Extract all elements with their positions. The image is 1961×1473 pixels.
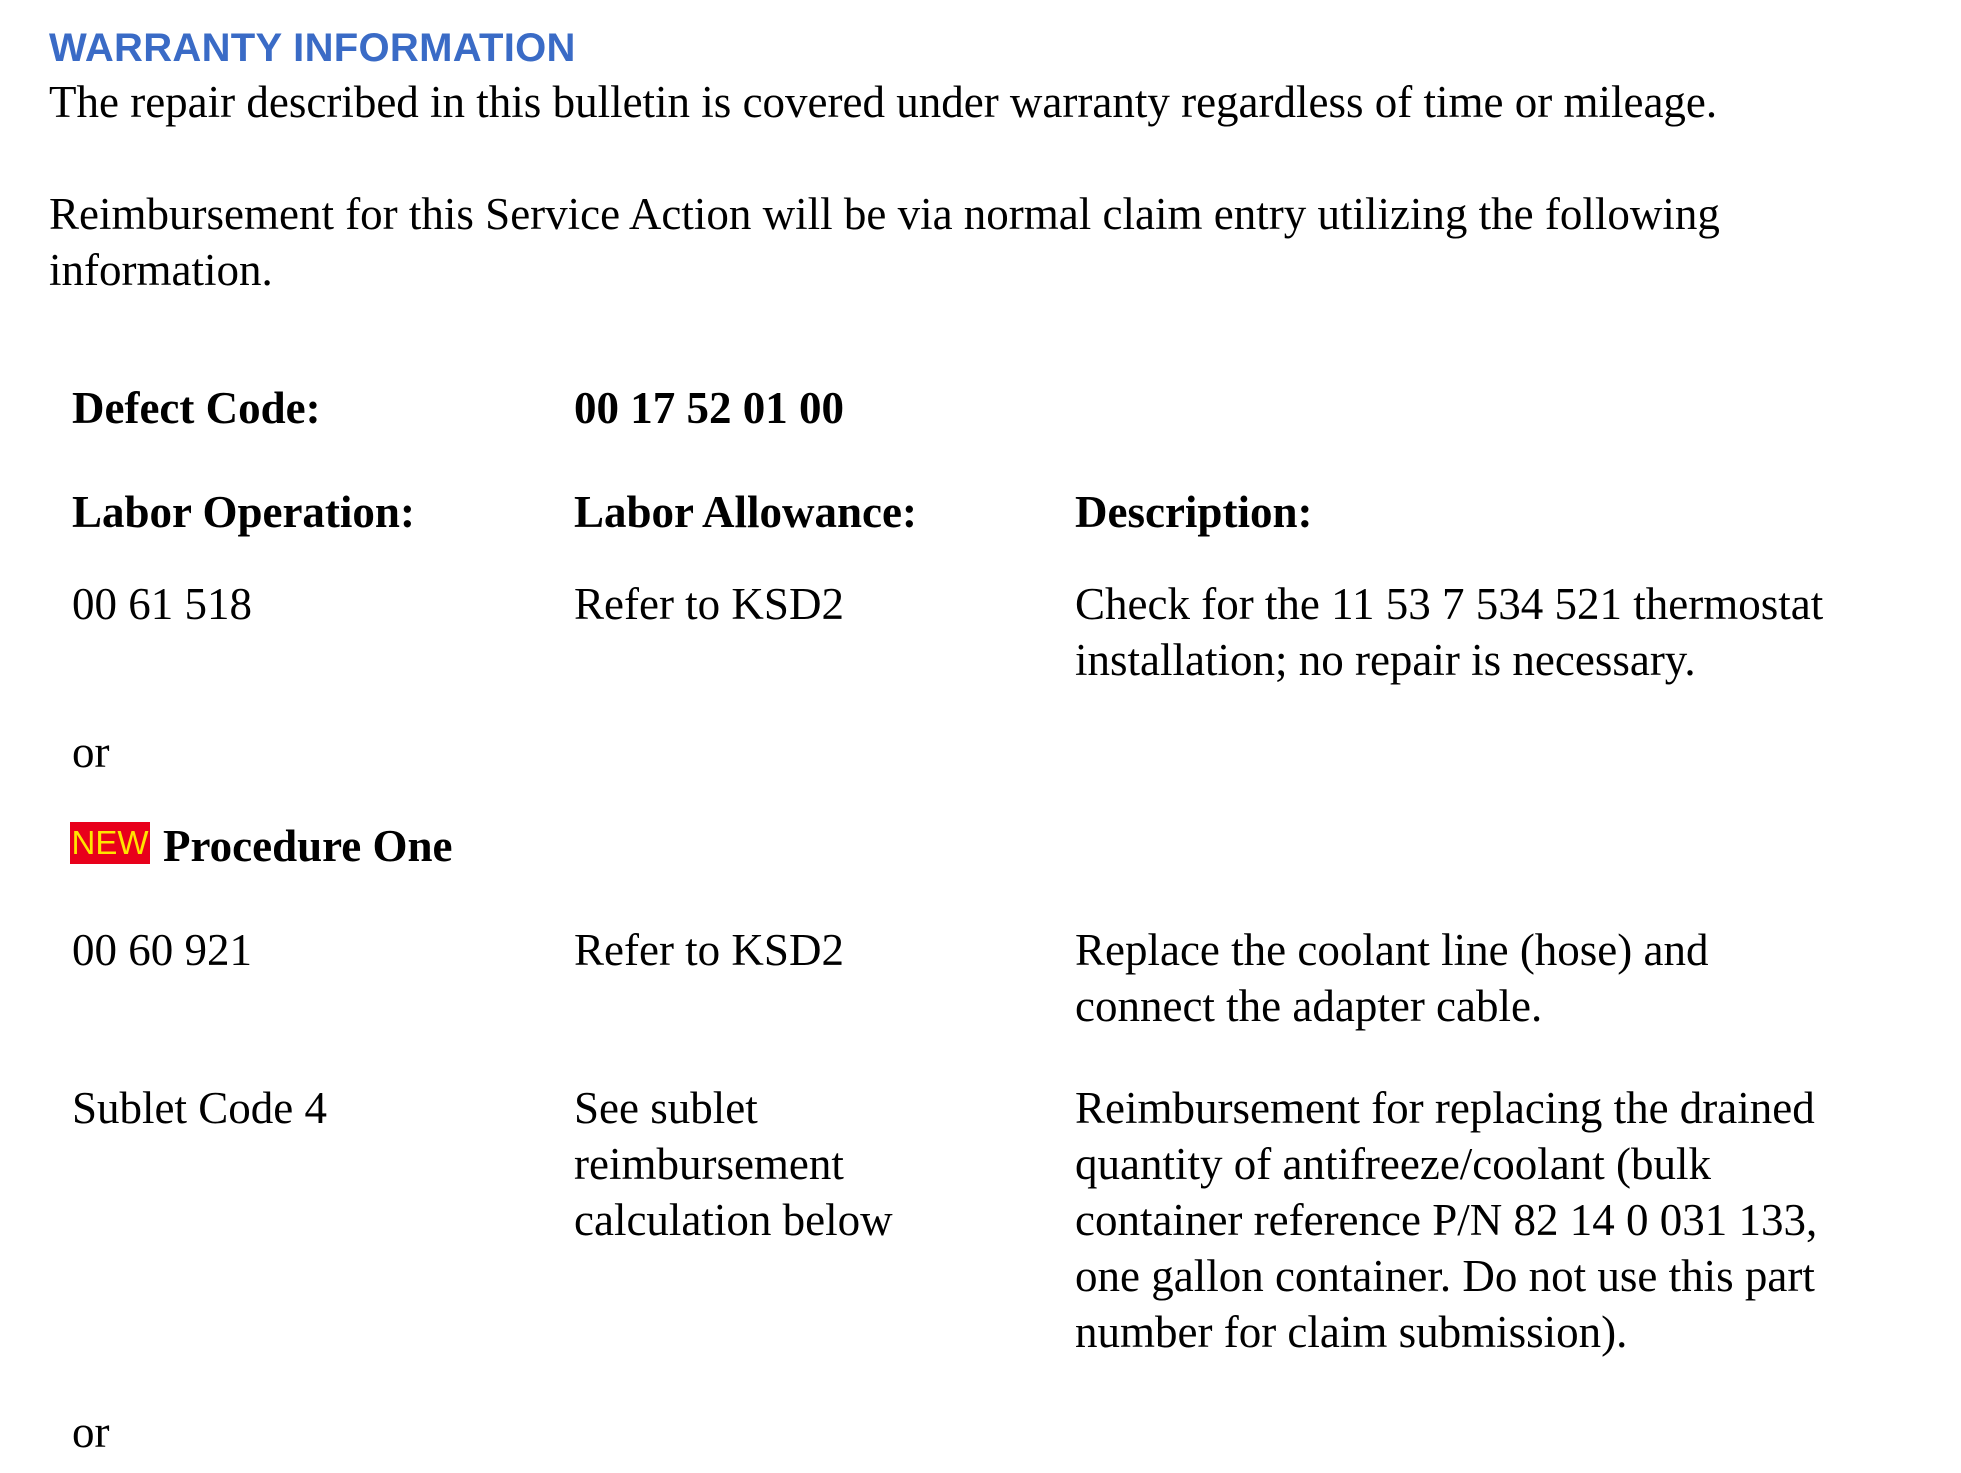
row1-description-line-2: installation; no repair is necessary. [1075,635,1696,685]
row3-allowance-line-3: calculation below [574,1195,893,1245]
row3-allowance-line-1: See sublet [574,1083,758,1133]
description-header: Description: [1075,487,1313,537]
coverage-text: The repair described in this bulletin is covered under warranty regardless of time or mileage. [49,77,1718,127]
row3-description-line-1: Reimbursement for replacing the drained [1075,1083,1815,1133]
row2-allowance: Refer to KSD2 [574,925,844,975]
procedure-title: Procedure One [163,821,453,871]
labor-allowance-header: Labor Allowance: [574,487,917,537]
row3-allowance-line-2: reimbursement [574,1139,844,1189]
labor-operation-header: Labor Operation: [72,487,415,537]
defect-code-label: Defect Code: [72,383,321,433]
row2-description-line-1: Replace the coolant line (hose) and [1075,925,1709,975]
defect-code-value: 00 17 52 01 00 [574,383,844,433]
row3-allowance [574,1080,893,1248]
reimbursement-line-1: Reimbursement for this Service Action will be via normal claim entry utilizing the following [49,189,1720,239]
row3-description-line-3: container reference P/N 82 14 0 031 133, [1075,1195,1818,1245]
row3-description-line-4: one gallon container. Do not use this part [1075,1251,1815,1301]
row3-operation: Sublet Code 4 [72,1083,327,1133]
new-badge: NEW [70,822,150,864]
row1-description [1075,576,1823,688]
row3-description-line-5: number for claim submission). [1075,1307,1628,1357]
row1-description-line-1: Check for the 11 53 7 534 521 thermostat [1075,579,1824,629]
separator-or-2: or [72,1407,110,1457]
section-heading: WARRANTY INFORMATION [49,26,576,70]
row2-operation: 00 60 921 [72,925,252,975]
row3-description-line-2: quantity of antifreeze/coolant (bulk [1075,1139,1711,1189]
reimbursement-line-2: information. [49,245,273,295]
row2-description [1075,922,1709,1034]
row1-allowance: Refer to KSD2 [574,579,844,629]
row2-description-line-2: connect the adapter cable. [1075,981,1543,1031]
separator-or-1: or [72,727,110,777]
reimbursement-text [49,186,1929,298]
row3-description [1075,1080,1817,1360]
row1-operation: 00 61 518 [72,579,252,629]
